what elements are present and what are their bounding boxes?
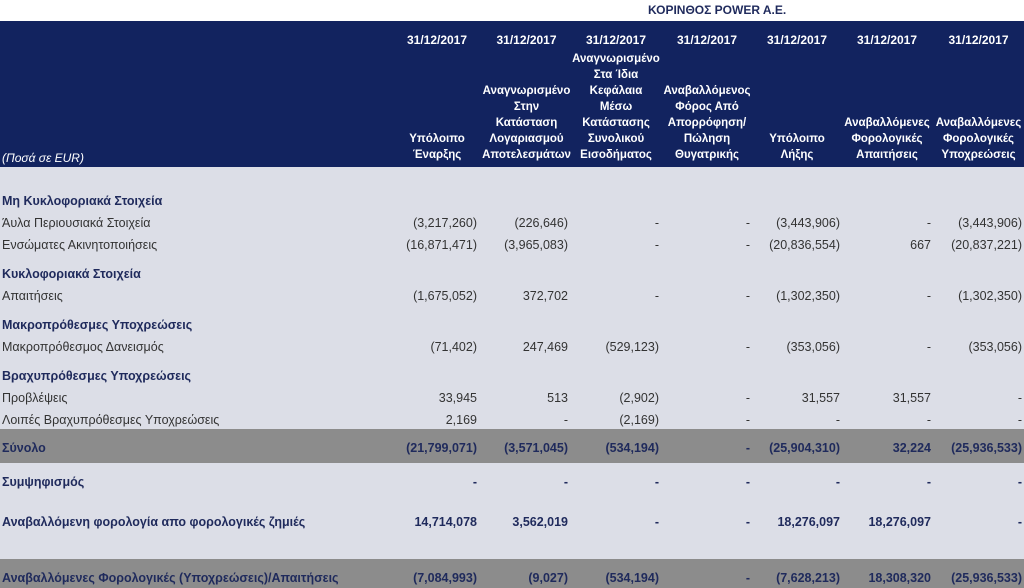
cell-value: (1,302,350) bbox=[958, 289, 1022, 303]
column-caption: Υπόλοιπο Έναρξης bbox=[409, 133, 465, 161]
cell-value: 18,276,097 bbox=[868, 515, 931, 529]
cell-value: - bbox=[745, 413, 750, 427]
cell-value: 14,714,078 bbox=[414, 515, 477, 529]
cell-value: (7,628,213) bbox=[776, 571, 840, 585]
row-label: Προβλέψεις bbox=[2, 391, 68, 405]
cell-value: (20,836,554) bbox=[769, 238, 840, 252]
cell-value: (353,056) bbox=[786, 340, 840, 354]
column-caption: Αναγνωρισμένο Στα Ίδια Κεφάλαια Μέσω Κατάστασης Συνολικού Εισοδήματος bbox=[572, 53, 660, 161]
row-label: Σύνολο bbox=[2, 441, 46, 455]
cell-value: 247,469 bbox=[522, 340, 568, 354]
cell-value: - bbox=[563, 475, 568, 489]
cell-value: 2,169 bbox=[445, 413, 477, 427]
row-label: Λοιπές Βραχυπρόθεσμες Υποχρεώσεις bbox=[2, 413, 220, 427]
cell-value: 32,224 bbox=[892, 441, 931, 455]
table-row bbox=[0, 235, 1024, 257]
cell-value: (1,302,350) bbox=[776, 289, 840, 303]
section-heading bbox=[0, 366, 1024, 388]
cell-value: 18,276,097 bbox=[777, 515, 840, 529]
cell-value: - bbox=[926, 340, 931, 354]
cell-value: 667 bbox=[910, 238, 931, 252]
cell-value: (71,402) bbox=[430, 340, 477, 354]
table-row bbox=[0, 388, 1024, 410]
cell-value: 372,702 bbox=[522, 289, 568, 303]
column-date: 31/12/2017 bbox=[766, 33, 828, 47]
cell-value: - bbox=[563, 413, 568, 427]
cell-value: 18,308,320 bbox=[868, 571, 931, 585]
cell-value: - bbox=[926, 216, 931, 230]
cell-value: (21,799,071) bbox=[406, 441, 477, 455]
column-date: 31/12/2017 bbox=[676, 33, 738, 47]
row-label: Μακροπρόθεσμος Δανεισμός bbox=[2, 340, 164, 354]
cell-value: (16,871,471) bbox=[406, 238, 477, 252]
cell-value: 3,562,019 bbox=[512, 515, 568, 529]
total-row bbox=[0, 429, 1024, 463]
cell-value: (3,571,045) bbox=[504, 441, 568, 455]
section-heading bbox=[0, 264, 1024, 286]
cell-value: - bbox=[745, 289, 750, 303]
cell-value: (25,936,533) bbox=[951, 441, 1022, 455]
cell-value: - bbox=[654, 289, 659, 303]
column-header bbox=[483, 21, 570, 167]
cell-value: - bbox=[1017, 391, 1022, 405]
row-label: Μη Κυκλοφοριακά Στοιχεία bbox=[2, 194, 163, 208]
cell-value: - bbox=[1017, 475, 1022, 489]
cell-value: 31,557 bbox=[801, 391, 840, 405]
cell-value: (3,443,906) bbox=[776, 216, 840, 230]
cell-value: (2,902) bbox=[619, 391, 659, 405]
cell-value: - bbox=[654, 238, 659, 252]
column-header bbox=[394, 21, 480, 167]
cell-value: - bbox=[745, 441, 750, 455]
column-header bbox=[753, 21, 841, 167]
row-label: Συμψηφισμός bbox=[2, 475, 85, 489]
cell-value: - bbox=[835, 413, 840, 427]
cell-value: - bbox=[1017, 413, 1022, 427]
column-header bbox=[663, 21, 751, 167]
column-header bbox=[572, 21, 660, 167]
table-row bbox=[0, 337, 1024, 359]
row-label: Μακροπρόθεσμες Υποχρεώσεις bbox=[2, 318, 193, 332]
column-caption: Αναβαλλόμενος Φόρος Από Απορρόφηση/ Πώληση Θυγατρικής bbox=[663, 85, 751, 161]
column-header bbox=[933, 21, 1024, 167]
table-row bbox=[0, 286, 1024, 308]
cell-value: - bbox=[654, 515, 659, 529]
cell-value: (353,056) bbox=[968, 340, 1022, 354]
cell-value: (529,123) bbox=[605, 340, 659, 354]
row-label: Κυκλοφοριακά Στοιχεία bbox=[2, 267, 141, 281]
cell-value: (25,936,533) bbox=[951, 571, 1022, 585]
column-date: 31/12/2017 bbox=[948, 33, 1009, 47]
total-row bbox=[0, 559, 1024, 588]
row-label: Απαιτήσεις bbox=[2, 289, 63, 303]
column-date: 31/12/2017 bbox=[406, 33, 468, 47]
table-row bbox=[0, 213, 1024, 235]
column-date: 31/12/2017 bbox=[496, 33, 557, 47]
company-name: ΚΟΡΙΝΘΟΣ POWER A.E. bbox=[648, 3, 787, 17]
cell-value: (2,169) bbox=[619, 413, 659, 427]
table-body bbox=[0, 167, 1024, 588]
section-heading bbox=[0, 315, 1024, 337]
cell-value: - bbox=[745, 515, 750, 529]
table-header bbox=[0, 21, 1024, 167]
cell-value: 31,557 bbox=[892, 391, 931, 405]
company-title-bar bbox=[0, 0, 1024, 21]
cell-value: - bbox=[1017, 515, 1022, 529]
section-heading bbox=[0, 191, 1024, 213]
cell-value: - bbox=[835, 475, 840, 489]
cell-value: - bbox=[654, 475, 659, 489]
cell-value: - bbox=[745, 391, 750, 405]
cell-value: (20,837,221) bbox=[951, 238, 1022, 252]
row-label: Άυλα Περιουσιακά Στοιχεία bbox=[2, 216, 151, 230]
cell-value: - bbox=[745, 216, 750, 230]
cell-value: (3,217,260) bbox=[413, 216, 477, 230]
cell-value: 33,945 bbox=[438, 391, 477, 405]
unit-label: (Ποσά σε EUR) bbox=[2, 151, 84, 165]
cell-value: 513 bbox=[547, 391, 568, 405]
table-row bbox=[0, 472, 1024, 494]
cell-value: - bbox=[745, 571, 750, 585]
row-label: Αναβαλλόμενες Φορολογικές (Υποχρεώσεις)/Απαιτήσεις bbox=[2, 571, 339, 585]
table-row bbox=[0, 512, 1024, 534]
cell-value: - bbox=[745, 238, 750, 252]
cell-value: (1,675,052) bbox=[413, 289, 477, 303]
column-caption: Αναβαλλόμενες Φορολογικές Υποχρεώσεις bbox=[935, 117, 1022, 161]
cell-value: (534,194) bbox=[605, 441, 659, 455]
column-caption: Αναβαλλόμενες Φορολογικές Απαιτήσεις bbox=[844, 117, 930, 161]
cell-value: - bbox=[745, 475, 750, 489]
column-date: 31/12/2017 bbox=[856, 33, 918, 47]
column-caption: Υπόλοιπο Λήξης bbox=[769, 133, 825, 161]
cell-value: - bbox=[926, 475, 931, 489]
cell-value: (3,965,083) bbox=[504, 238, 568, 252]
cell-value: (534,194) bbox=[605, 571, 659, 585]
cell-value: (226,646) bbox=[514, 216, 568, 230]
cell-value: - bbox=[472, 475, 477, 489]
cell-value: (25,904,310) bbox=[769, 441, 840, 455]
column-caption: Αναγνωρισμένο Στην Κατάσταση Λογαριασμού Αποτελεσμάτων bbox=[482, 85, 571, 161]
row-label: Αναβαλλόμενη φορολογία απο φορολογικές ζημιές bbox=[2, 515, 306, 529]
cell-value: (7,084,993) bbox=[413, 571, 477, 585]
row-label: Ενσώματες Ακινητοποιήσεις bbox=[2, 238, 158, 252]
column-date: 31/12/2017 bbox=[585, 33, 647, 47]
cell-value: (3,443,906) bbox=[958, 216, 1022, 230]
row-label: Βραχυπρόθεσμες Υποχρεώσεις bbox=[2, 369, 192, 383]
cell-value: - bbox=[654, 216, 659, 230]
column-header bbox=[843, 21, 931, 167]
cell-value: - bbox=[745, 340, 750, 354]
cell-value: - bbox=[926, 289, 931, 303]
cell-value: (9,027) bbox=[528, 571, 568, 585]
cell-value: - bbox=[926, 413, 931, 427]
